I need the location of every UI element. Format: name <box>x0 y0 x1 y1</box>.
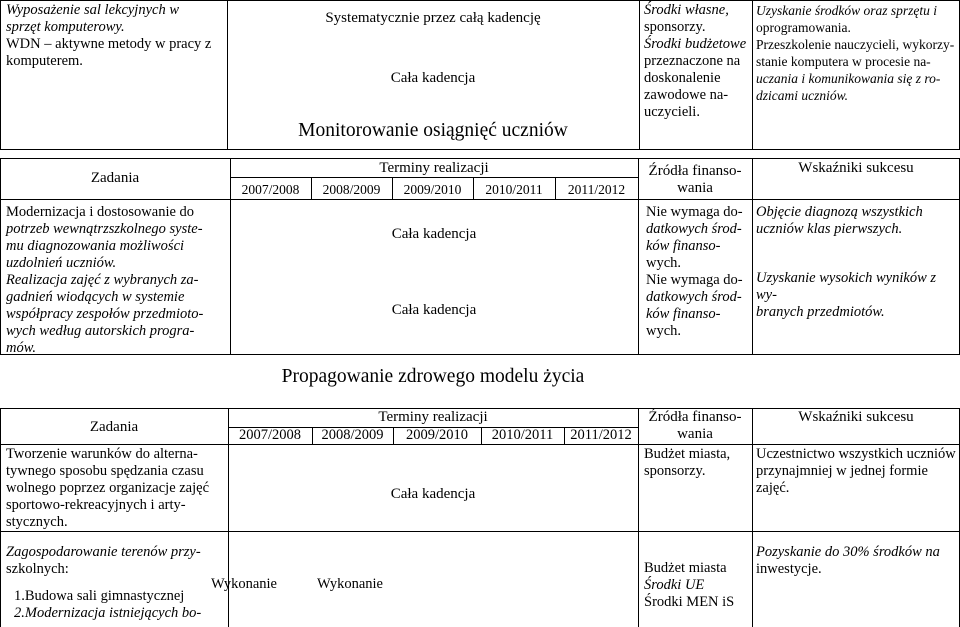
text-line: potrzeb wewnątrzszkolnego syste- <box>6 221 203 237</box>
text-line: Tworzenie warunków do alterna- <box>6 446 198 462</box>
text-line: Uzyskanie wysokich wyników z wy- <box>756 270 937 303</box>
header-terminy-2: Terminy realizacji <box>378 409 488 425</box>
section2-row2-sources <box>644 560 752 611</box>
section2-row1-sources <box>644 446 752 480</box>
text-line: uczycieli. <box>644 104 700 120</box>
top-all-term: Cała kadencja <box>390 70 476 86</box>
text-line: branych przedmiotów. <box>756 304 885 320</box>
text-line: datkowych środ- <box>646 289 742 305</box>
header-zadania: Zadania <box>90 170 140 186</box>
text-line: dzicami uczniów. <box>756 88 848 103</box>
text-line: uczania i komunikowania się z ro- <box>756 71 941 86</box>
text-line: Uzyskanie środków oraz sprzętu i <box>756 3 937 18</box>
section1-indicator1 <box>756 204 960 238</box>
text-line: uzdolnień uczniów. <box>6 255 117 271</box>
section2-row1-term: Cała kadencja <box>390 486 476 502</box>
year2-2010: 2010/2011 <box>491 427 554 443</box>
year-2008: 2008/2009 <box>322 182 381 197</box>
text-line: wych. <box>646 255 682 271</box>
year-2011: 2011/2012 <box>567 182 626 197</box>
text-line: ków finanso- <box>646 306 721 322</box>
text-line: Środki UE <box>644 577 705 593</box>
text-line: WDN – aktywne metody w pracy z <box>6 36 212 52</box>
header-zrodla <box>638 163 752 197</box>
header-wskazniki: Wskaźniki sukcesu <box>798 160 914 176</box>
text-line: Środki MEN iS <box>644 594 735 610</box>
text-line: Uczestnictwo wszystkich uczniów <box>756 446 956 462</box>
section2-row2-indicators <box>756 544 960 578</box>
text-line: Budżet miasta <box>644 560 727 576</box>
text-line: współpracy zespołów przedmioto- <box>6 306 204 322</box>
header-terminy: Terminy realizacji <box>379 160 489 176</box>
text-line: Przeszkolenie nauczycieli, wykorzy- <box>756 37 955 52</box>
text-line: sprzęt komputerowy. <box>6 19 125 35</box>
text-line: zawodowe na- <box>644 87 729 103</box>
section-title-healthy-life: Propagowanie zdrowego modelu życia <box>281 366 585 387</box>
top-col3-text <box>644 2 752 121</box>
text-line: Środki własne, <box>644 2 729 18</box>
text-line: Modernizacja i dostosowanie do <box>6 204 195 220</box>
section1-tasks <box>6 204 230 357</box>
text-line: stanie komputera w procesie na- <box>756 54 931 69</box>
text-line: Pozyskanie do 30% środków na <box>756 544 940 560</box>
text-line: komputerem. <box>6 53 83 69</box>
section1-term2: Cała kadencja <box>391 302 477 318</box>
text-line: Źródła finanso- <box>648 163 742 179</box>
text-line: Zagospodarowanie terenów przy- <box>6 544 201 560</box>
spacer <box>6 578 228 588</box>
text-line: Nie wymaga do- <box>646 272 743 288</box>
section2-row2-term-a: Wykonanie <box>211 576 277 592</box>
section1-term1: Cała kadencja <box>391 226 477 242</box>
text-line: szkolnych: <box>6 561 69 577</box>
text-line: Źródła finanso- <box>648 409 742 425</box>
text-line: Budżet miasta, <box>644 446 731 462</box>
section2-row2-term-b: Wykonanie <box>317 576 383 592</box>
text-line: wych według autorskich progra- <box>6 323 195 339</box>
text-line: doskonalenie <box>644 70 721 86</box>
text-line: uczniów klas pierwszych. <box>756 221 903 237</box>
section2-row1-indicators <box>756 446 960 497</box>
section1-sources <box>646 204 752 340</box>
year-2007: 2007/2008 <box>241 182 300 197</box>
text-line: Wyposażenie sal lekcyjnych w <box>6 2 180 18</box>
text-line: wych. <box>646 323 682 339</box>
header-zadania-2: Zadania <box>89 419 139 435</box>
text-line: 2.Modernizacja istniejących bo- <box>14 605 202 621</box>
section2-row1-task <box>6 446 228 531</box>
header-wskazniki-2: Wskaźniki sukcesu <box>798 409 914 425</box>
text-line: tywnego sposobu spędzania czasu <box>6 463 204 479</box>
text-line: przynajmniej w jednej formie zajęć. <box>756 463 928 496</box>
top-col4-text <box>756 2 960 104</box>
text-line: sponsorzy. <box>644 463 706 479</box>
text-line: oprogramowania. <box>756 20 851 35</box>
text-line: datkowych środ- <box>646 221 742 237</box>
year2-2011: 2011/2012 <box>570 427 632 443</box>
text-line: przeznaczone na <box>644 53 741 69</box>
section1-indicator2 <box>756 270 960 321</box>
year2-2009: 2009/2010 <box>405 427 469 443</box>
section2-row2-task <box>6 544 228 622</box>
top-col1-text <box>6 2 226 70</box>
text-line: gadnień wiodących w systemie <box>6 289 185 305</box>
text-line: 1.Budowa sali gimnastycznej <box>14 588 185 604</box>
text-line: Realizacja zajęć z wybranych za- <box>6 272 199 288</box>
text-line: Objęcie diagnozą wszystkich <box>756 204 923 220</box>
text-line: inwestycje. <box>756 561 822 577</box>
text-line: Nie wymaga do- <box>646 204 743 220</box>
year-2009: 2009/2010 <box>403 182 462 197</box>
header-zrodla-2 <box>638 409 752 443</box>
text-line: ków finanso- <box>646 238 721 254</box>
top-period: Systematycznie przez całą kadencję <box>325 10 541 26</box>
section-title-monitoring: Monitorowanie osiągnięć uczniów <box>298 120 568 141</box>
text-line: sportowo-rekreacyjnych i arty- <box>6 497 186 513</box>
year2-2008: 2008/2009 <box>321 427 384 443</box>
year2-2007: 2007/2008 <box>238 427 302 443</box>
year-2010: 2010/2011 <box>485 182 543 197</box>
text-line: stycznych. <box>6 514 68 530</box>
text-line: sponsorzy. <box>644 19 706 35</box>
text-line: mów. <box>6 340 36 356</box>
text-line: Środki budżetowe <box>644 36 747 52</box>
text-line: wania <box>677 180 713 196</box>
text-line: wolnego poprzez organizacje zajęć <box>6 480 210 496</box>
text-line: wania <box>677 426 713 442</box>
text-line: mu diagnozowania możliwości <box>6 238 185 254</box>
